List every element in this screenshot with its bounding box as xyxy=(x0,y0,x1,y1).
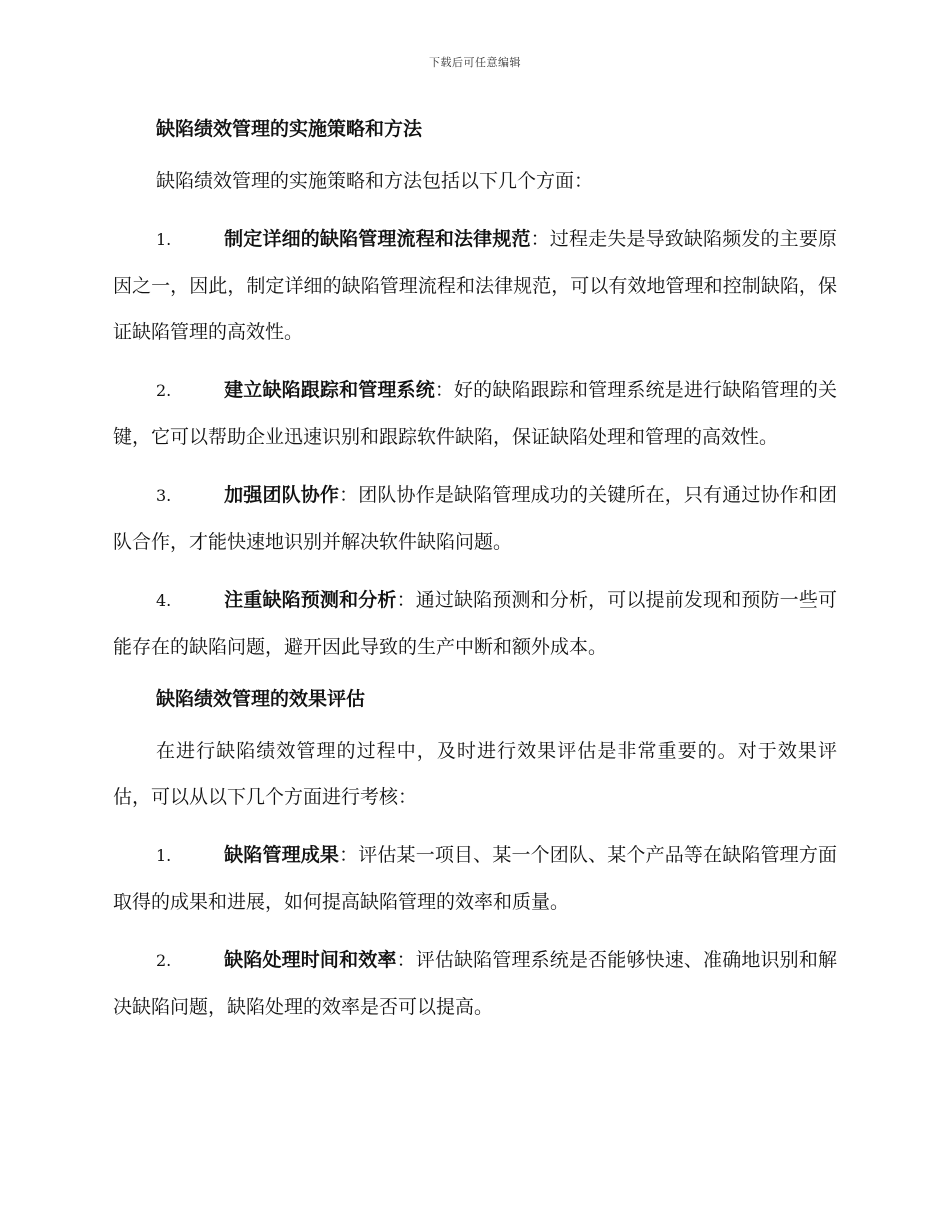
list-item-title: 缺陷处理时间和效率 xyxy=(224,949,397,971)
list-item-title: 缺陷管理成果 xyxy=(224,844,340,866)
list-item-title: 建立缺陷跟踪和管理系统 xyxy=(224,379,435,401)
list-item xyxy=(113,577,837,670)
list-item xyxy=(113,937,837,1030)
list-item-text: ：团队协作是缺陷管理成功的关键所在，只有通过协作和团队合作，才能快速地识别并解决软件缺陷问题。 xyxy=(113,484,837,553)
list-item-title: 注重缺陷预测和分析 xyxy=(224,589,397,611)
list-item xyxy=(113,216,837,355)
list-item-text: ：过程走失是导致缺陷频发的主要原因之一，因此，制定详细的缺陷管理流程和法律规范，可以有效地管理和控制缺陷，保证缺陷管理的高效性。 xyxy=(113,228,837,343)
list-number: 2. xyxy=(156,381,172,400)
section-intro-evaluation: 在进行缺陷绩效管理的过程中，及时进行效果评估是非常重要的。对于效果评估，可以从以下几个方面进行考核： xyxy=(113,740,837,808)
list-item-title: 制定详细的缺陷管理流程和法律规范 xyxy=(224,228,531,250)
list-number: 3. xyxy=(156,486,172,505)
list-item xyxy=(113,367,837,460)
list-number: 1. xyxy=(156,846,172,865)
section-heading-evaluation: 缺陷绩效管理的效果评估 xyxy=(156,688,366,710)
list-item-text: ：评估某一项目、某一个团队、某个产品等在缺陷管理方面取得的成果和进展，如何提高缺陷管理的效率和质量。 xyxy=(113,844,837,913)
section-intro-strategies: 缺陷绩效管理的实施策略和方法包括以下几个方面： xyxy=(156,170,594,192)
list-item-text: ：评估缺陷管理系统是否能够快速、准确地识别和解决缺陷问题，缺陷处理的效率是否可以提高。 xyxy=(113,949,837,1018)
list-item xyxy=(113,832,837,925)
list-item-title: 加强团队协作 xyxy=(224,484,340,506)
document-content xyxy=(113,112,837,1042)
header-note: 下载后可任意编辑 xyxy=(429,56,521,69)
list-item-text: ：好的缺陷跟踪和管理系统是进行缺陷管理的关键，它可以帮助企业迅速识别和跟踪软件缺陷，保证缺陷处理和管理的高效性。 xyxy=(113,379,837,448)
list-item xyxy=(113,472,837,565)
list-number: 1. xyxy=(156,230,172,249)
list-item-text: ：通过缺陷预测和分析，可以提前发现和预防一些可能存在的缺陷问题，避开因此导致的生产中断和额外成本。 xyxy=(113,589,837,658)
list-number: 4. xyxy=(156,591,172,610)
section-heading-strategies: 缺陷绩效管理的实施策略和方法 xyxy=(156,118,423,140)
list-number: 2. xyxy=(156,951,172,970)
